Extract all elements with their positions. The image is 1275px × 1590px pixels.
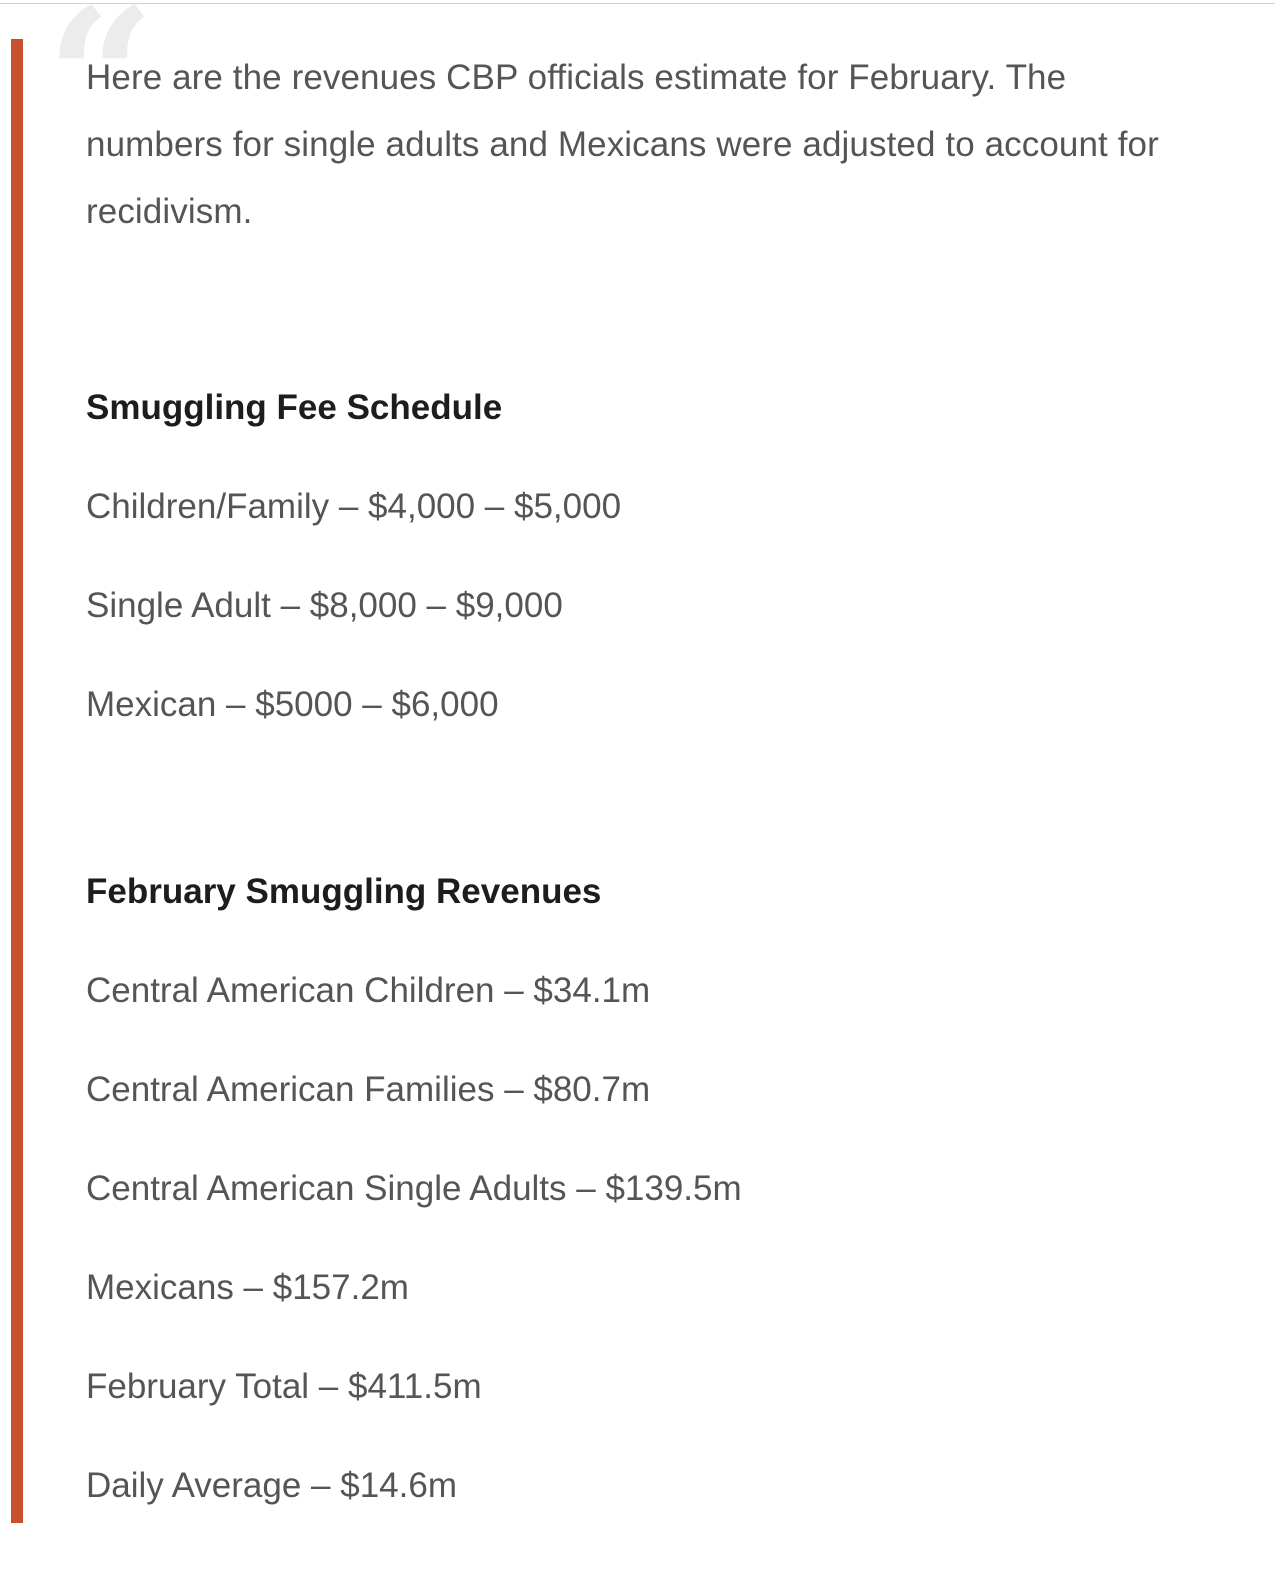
fee-item-mexican: Mexican – $5000 – $6,000: [86, 685, 499, 724]
fee-schedule-heading: Smuggling Fee Schedule: [86, 388, 503, 427]
revenue-item-daily-average: Daily Average – $14.6m: [86, 1466, 457, 1505]
fee-item-children-family: Children/Family – $4,000 – $5,000: [86, 487, 622, 526]
blockquote-accent-bar: [11, 39, 23, 1523]
revenue-item-ca-families: Central American Families – $80.7m: [86, 1070, 651, 1109]
quote-mark-icon: “: [46, 0, 156, 190]
revenues-heading: February Smuggling Revenues: [86, 872, 602, 911]
blockquote: [86, 44, 1196, 1508]
top-divider: [0, 0, 1275, 4]
revenue-item-ca-single-adults: Central American Single Adults – $139.5m: [86, 1169, 742, 1208]
revenue-item-mexicans: Mexicans – $157.2m: [86, 1268, 409, 1307]
fee-item-single-adult: Single Adult – $8,000 – $9,000: [86, 586, 563, 625]
fee-schedule-list: [86, 485, 1196, 727]
revenue-item-february-total: February Total – $411.5m: [86, 1367, 482, 1406]
revenue-item-ca-children: Central American Children – $34.1m: [86, 971, 651, 1010]
revenues-list: [86, 969, 1196, 1508]
intro-paragraph: Here are the revenues CBP officials estimate for February. The numbers for single adults and Mexicans were adjusted to account for recidivism.: [86, 58, 1159, 231]
